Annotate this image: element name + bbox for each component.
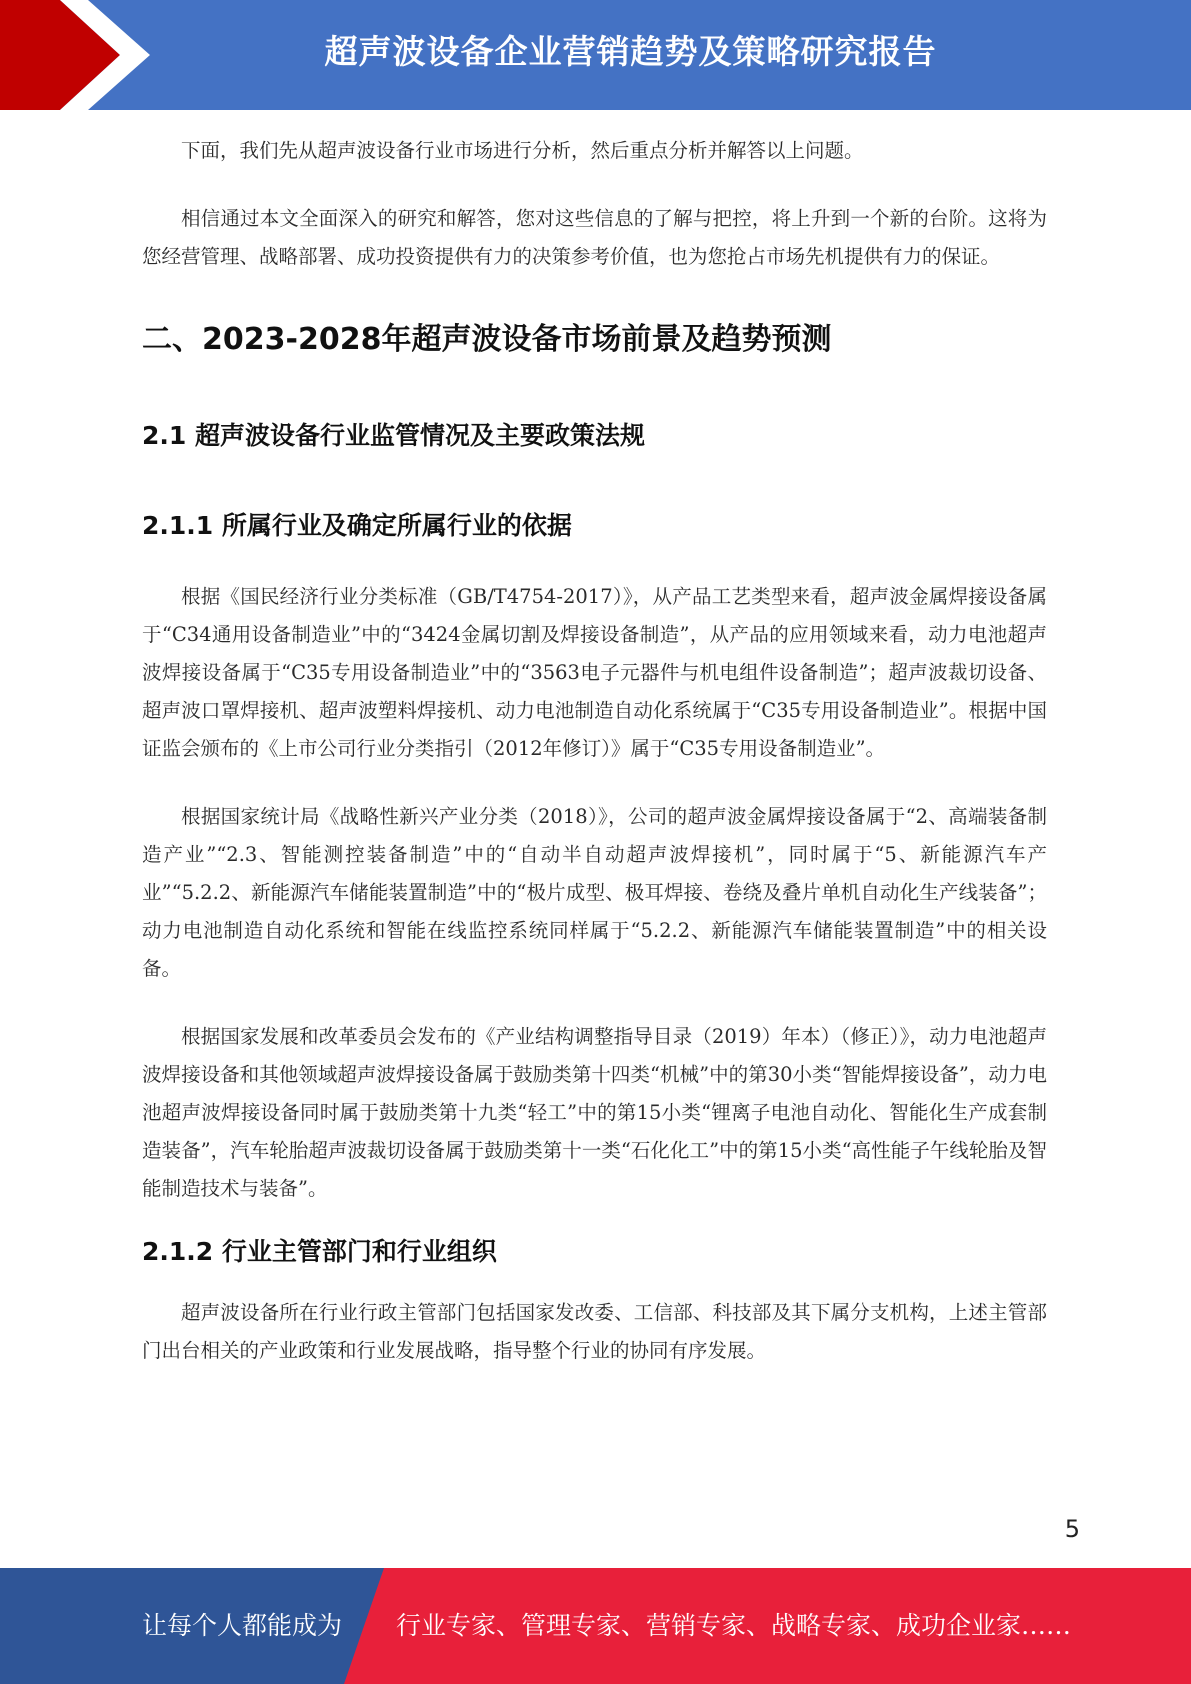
footer-slogan-left: 让每个人都能成为 (142, 1611, 343, 1640)
subsubsection-heading-2-1-2: 2.1.2 行业主管部门和行业组织 (142, 1237, 497, 1266)
document-body (142, 132, 1047, 1370)
section-heading: 二、2023-2028年超声波设备市场前景及趋势预测 (142, 322, 832, 357)
body-paragraph: 根据国家统计局《战略性新兴产业分类（2018）》，公司的超声波金属焊接设备属于“2、高端装备制造产业”“2.3、智能测控装备制造”中的“自动半自动超声波焊接机”，同时属于“5、新能源汽车产业”“5.2.2、新能源汽车储能装置制造”中的“极片成型、极耳焊接、卷绕及叠片单机自动化生产线装备”；动力电池制造自动化系统和智能在线监控系统同样属于“5.2.2、新能源汽车储能装置制造”中的相关设备。 (142, 805, 1047, 980)
footer-slogan-right: 行业专家、管理专家、营销专家、战略专家、成功企业家…… (396, 1611, 1072, 1640)
body-paragraph: 根据《国民经济行业分类标准（GB/T4754-2017）》，从产品工艺类型来看，超声波金属焊接设备属于“C34通用设备制造业”中的“3424金属切割及焊接设备制造”，从产品的应用领域来看，动力电池超声波焊接设备属于“C35专用设备制造业”中的“3563电子元器件与机电组件设备制造”；超声波裁切设备、超声波口罩焊接机、超声波塑料焊接机、动力电池制造自动化系统属于“C35专用设备制造业”。根据中国证监会颁布的《上市公司行业分类指引（2012年修订）》属于“C35专用设备制造业”。 (142, 585, 1047, 760)
subsection-heading: 2.1 超声波设备行业监管情况及主要政策法规 (142, 421, 645, 450)
page-footer (0, 1568, 1191, 1684)
body-paragraph: 根据国家发展和改革委员会发布的《产业结构调整指导目录（2019）年本）（修正）》，动力电池超声波焊接设备和其他领域超声波焊接设备属于鼓励类第十四类“机械”中的第30小类“智能焊接设备”，动力电池超声波焊接设备同时属于鼓励类第十九类“轻工”中的第15小类“锂离子电池自动化、智能化生产成套制造装备”，汽车轮胎超声波裁切设备属于鼓励类第十一类“石化化工”中的第15小类“高性能子午线轮胎及智能制造技术与装备”。 (142, 1025, 1047, 1200)
intro-paragraph-1: 下面，我们先从超声波设备行业市场进行分析，然后重点分析并解答以上问题。 (181, 139, 864, 162)
page-header (0, 0, 1191, 110)
page-number: 5 (1064, 1515, 1080, 1543)
intro-paragraph-2: 相信通过本文全面深入的研究和解答，您对这些信息的了解与把控，将上升到一个新的台阶。这将为您经营管理、战略部署、成功投资提供有力的决策参考价值，也为您抢占市场先机提供有力的保证。 (142, 207, 1047, 268)
report-title: 超声波设备企业营销趋势及策略研究报告 (324, 32, 937, 71)
body-paragraph: 超声波设备所在行业行政主管部门包括国家发改委、工信部、科技部及其下属分支机构，上述主管部门出台相关的产业政策和行业发展战略，指导整个行业的协同有序发展。 (142, 1301, 1047, 1362)
subsubsection-heading-2-1-1: 2.1.1 所属行业及确定所属行业的依据 (142, 511, 572, 540)
